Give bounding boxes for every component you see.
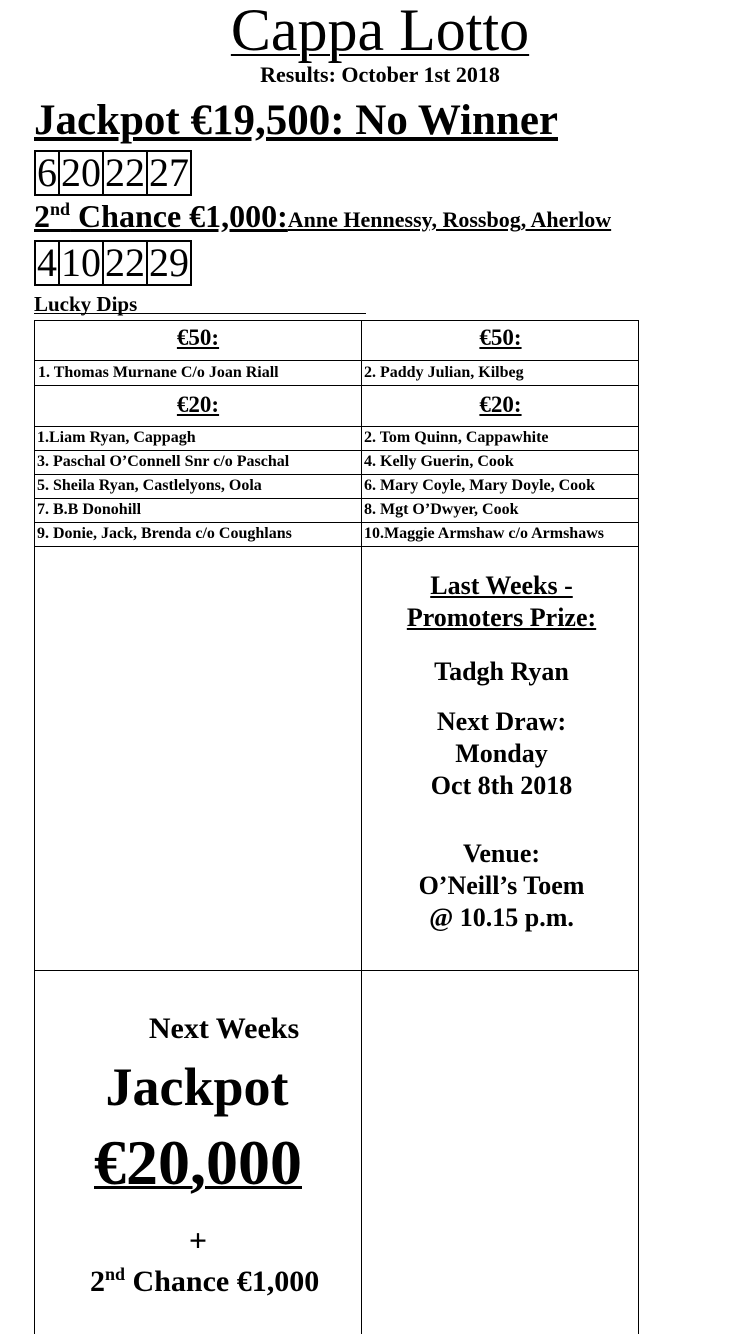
table-rule: [34, 385, 639, 386]
prize-20-heading: €20:: [176, 392, 220, 417]
next-draw-info: [363, 706, 640, 802]
next-jackpot-amount: €20,000: [94, 1127, 302, 1198]
prize-50-heading: €50:: [176, 325, 220, 350]
next-second-chance: [90, 1264, 319, 1299]
table-rule: [34, 474, 639, 475]
next-weeks-label: Next Weeks: [148, 1012, 300, 1045]
page-title: Cappa Lotto: [230, 0, 530, 63]
next-draw-label: Next Draw:: [436, 707, 567, 736]
winner-50-2: 2. Paddy Julian, Kilbeg: [364, 364, 524, 381]
main-number-4: 27: [146, 150, 192, 196]
winner-50-1: 1. Thomas Murnane C/o Joan Riall: [38, 364, 279, 381]
table-border-right: [638, 320, 639, 1334]
second-chance-prize: Chance €1,000:: [70, 198, 288, 234]
next-draw-day: Monday: [455, 739, 548, 768]
promoters-heading-line2: Promoters Prize:: [406, 603, 597, 632]
table-rule: [34, 360, 639, 361]
winner-20-3: 3. Paschal O’Connell Snr c/o Paschal: [37, 453, 290, 470]
table-rule: [34, 522, 639, 523]
next-second-ordinal-suffix: nd: [105, 1264, 126, 1284]
second-chance-line: [34, 198, 611, 235]
second-number-3: 22: [102, 240, 146, 286]
venue-info: [363, 838, 640, 934]
winner-20-9: 9. Donie, Jack, Brenda c/o Coughlans: [37, 525, 292, 542]
next-second-prize: Chance €1,000: [125, 1265, 320, 1298]
table-rule: [34, 450, 639, 451]
venue-time: @ 10.15 p.m.: [429, 903, 574, 932]
plus-sign: +: [188, 1222, 208, 1258]
lucky-dips-underline: [34, 313, 366, 314]
table-rule: [34, 426, 639, 427]
table-rule: [34, 970, 639, 971]
second-number-1: 4: [34, 240, 58, 286]
prize-20-heading: €20:: [479, 392, 522, 417]
prize-50-heading: €50:: [479, 325, 522, 350]
second-chance-numbers: [34, 240, 192, 286]
main-numbers: [34, 150, 192, 196]
table-rule: [34, 546, 639, 547]
promoters-winner: Tadgh Ryan: [434, 657, 569, 686]
winner-20-10: 10.Maggie Armshaw c/o Armshaws: [364, 525, 604, 542]
jackpot-result: Jackpot €19,500: No Winner: [34, 97, 558, 144]
winner-20-4: 4. Kelly Guerin, Cook: [364, 453, 514, 470]
main-number-3: 22: [102, 150, 146, 196]
winner-20-5: 5. Sheila Ryan, Castlelyons, Oola: [37, 477, 262, 494]
promoters-heading-line1: Last Weeks -: [430, 571, 573, 600]
promoters-heading: [363, 570, 640, 634]
main-number-1: 6: [34, 150, 58, 196]
table-rule: [34, 498, 639, 499]
venue-name: O’Neill’s Toem: [418, 871, 585, 900]
results-date: Results: October 1st 2018: [260, 62, 500, 87]
second-number-4: 29: [146, 240, 192, 286]
winner-20-1: 1.Liam Ryan, Cappagh: [37, 429, 196, 446]
winner-20-6: 6. Mary Coyle, Mary Doyle, Cook: [364, 477, 596, 494]
second-chance-ordinal-suffix: nd: [50, 199, 71, 219]
venue-label: Venue:: [462, 839, 541, 868]
second-chance-winner: Anne Hennessy, Rossbog, Aherlow: [287, 207, 612, 232]
second-chance-ordinal: 2: [34, 198, 50, 234]
lucky-dips-heading: Lucky Dips: [34, 292, 138, 316]
winner-20-2: 2. Tom Quinn, Cappawhite: [364, 429, 549, 446]
second-number-2: 10: [58, 240, 102, 286]
winner-20-8: 8. Mgt O’Dwyer, Cook: [364, 501, 519, 518]
table-rule: [34, 320, 639, 321]
main-number-2: 20: [58, 150, 102, 196]
next-jackpot-word: Jackpot: [105, 1057, 289, 1117]
second-chance-label: [34, 198, 288, 234]
winner-20-7: 7. B.B Donohill: [37, 501, 142, 518]
next-second-ordinal: 2: [90, 1265, 105, 1298]
next-draw-date: Oct 8th 2018: [430, 771, 573, 800]
